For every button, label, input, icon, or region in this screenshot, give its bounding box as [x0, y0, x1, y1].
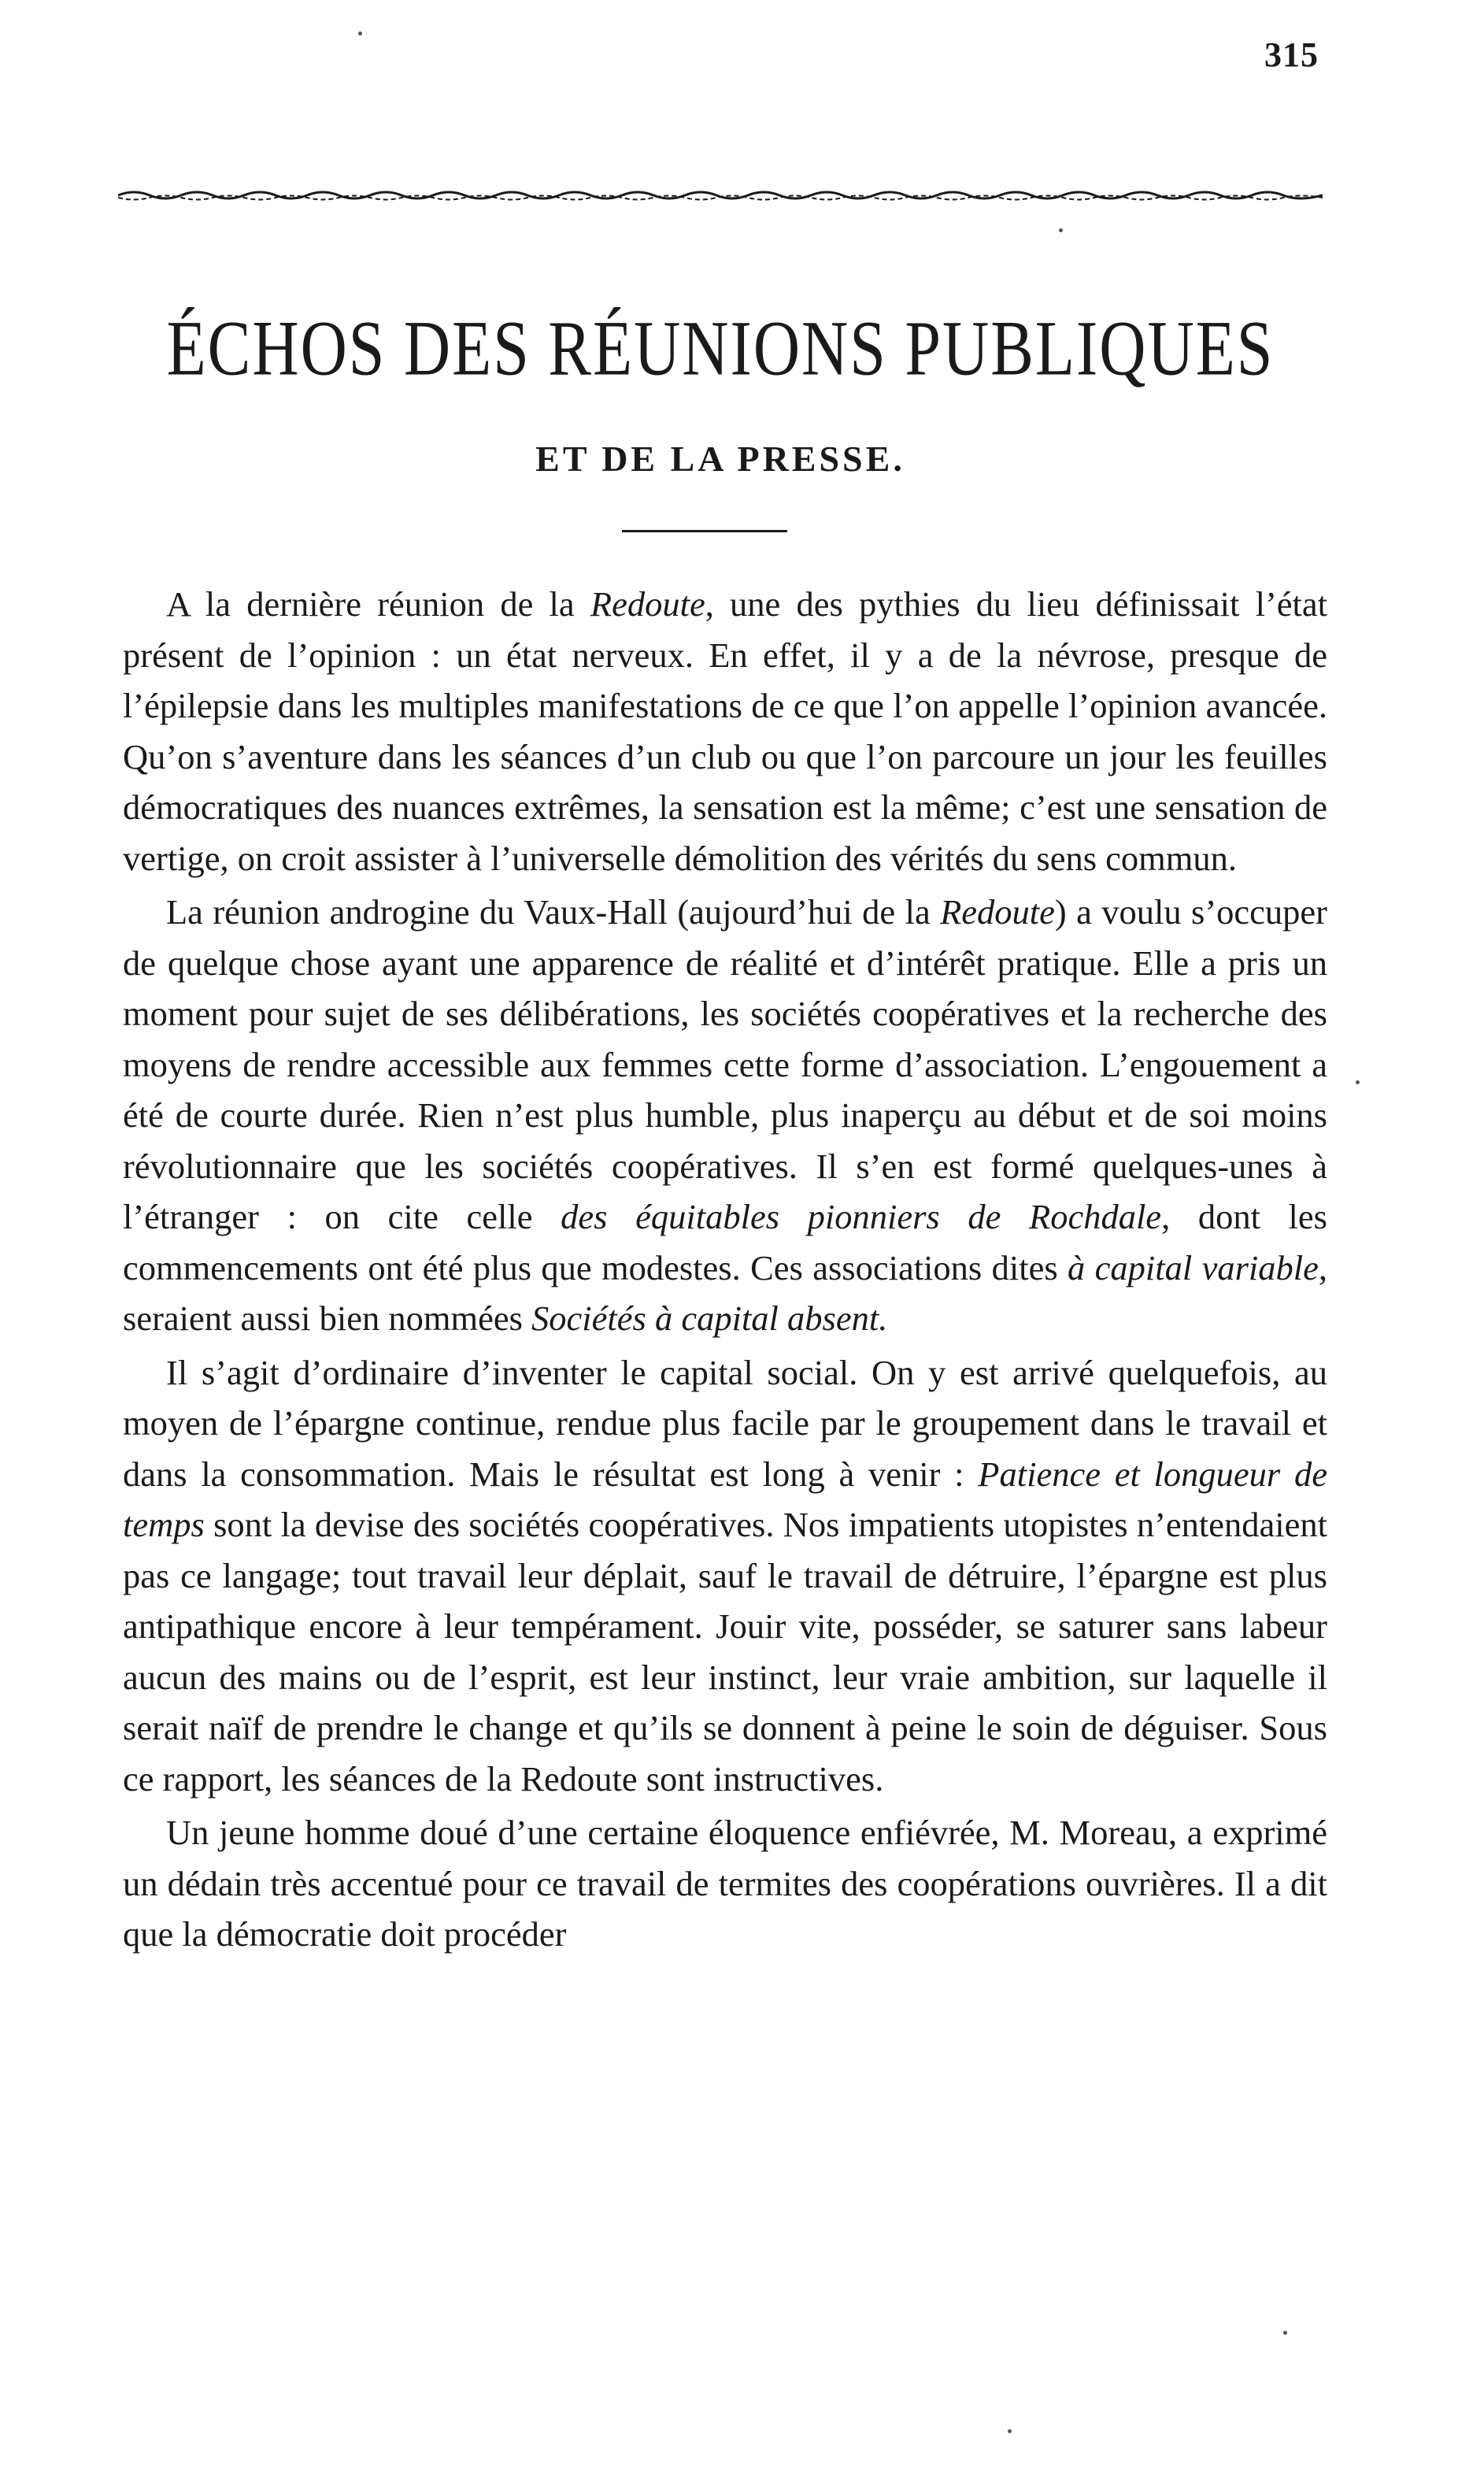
paragraph	[123, 887, 1327, 1344]
article-body	[123, 579, 1327, 1960]
text-run: , seraient aussi bien nommées	[123, 1247, 1327, 1338]
text-run: La réunion androgine du Vaux-Hall (aujourd’hui de la	[166, 892, 941, 932]
italic-text: Redoute	[590, 584, 705, 624]
title-divider	[622, 530, 787, 532]
print-speck	[1356, 1080, 1360, 1084]
italic-text: Redoute	[940, 892, 1055, 932]
print-speck	[1059, 228, 1063, 232]
text-run: Un jeune homme doué d’une certaine éloquence enfiévrée, M. Moreau, a exprimé un dédain très accentué pour ce travail de termites des coopérations ouvrières. Il a dit que la démocratie doit procéder	[123, 1813, 1327, 1954]
text-run: Il s’agit d’ordinaire d’inventer le capital social. On y est arrivé quelquefois, au moyen de l’épargne continue, rendue plus facile par le groupement dans le travail et dans la consommation. Mais le résultat est long à venir :	[123, 1352, 1327, 1494]
italic-text: Sociétés à capital absent.	[531, 1298, 888, 1338]
text-run: A la dernière réunion de la	[166, 584, 590, 624]
italic-text: à capital variable	[1068, 1247, 1319, 1287]
paragraph	[123, 1807, 1327, 1960]
decorative-rule-ornament	[118, 186, 1323, 203]
article-subtitle: ET DE LA PRESSE.	[535, 439, 905, 479]
italic-text: des équitables pionniers de Rochdale	[561, 1197, 1162, 1236]
text-run: sont la devise des sociétés coopératives. Nos impatients utopistes n’entendaient pas ce langage; tout travail leur déplait, sauf le travail de détruire, l’épargne est plus antipathique encore à leur tempérament. Jouir vite, posséder, se saturer sans labeur aucun des mains ou de l’esprit, est leur instinct, leur vraie ambition, sur laquelle il serait naïf de prendre le change et qu’ils se donnent à peine le soin de déguiser. Sous ce rapport, les séances de la Redoute sont instructives.	[123, 1505, 1327, 1799]
article-title: ÉCHOS DES RÉUNIONS PUBLIQUES	[166, 304, 1275, 392]
italic-text: Patience et longueur de temps	[123, 1454, 1327, 1544]
print-speck	[1008, 2429, 1012, 2433]
text-run: , une des pythies du lieu définissait l’état présent de l’opinion : un état nerveux. En effet, il y a de la névrose, presque de l’épilepsie dans les multiples manifestations de ce que l’on appelle l’opinion avancée. Qu’on s’aventure dans les séances d’un club ou que l’on parcoure un jour les feuilles démocratiques des nuances extrêmes, la sensation est la même; c’est une sensation de vertige, on croit assister à l’universelle démolition des vérités du sens commun.	[123, 584, 1327, 878]
text-run: , dont les commencements ont été plus que modestes. Ces associations dites	[123, 1197, 1327, 1287]
paragraph	[123, 579, 1327, 884]
page-number: 315	[1264, 35, 1319, 74]
text-run: ) a voulu s’occuper de quelque chose ayant une apparence de réalité et d’intérêt pratique. Elle a pris un moment pour sujet de ses délibérations, les sociétés coopératives et la recherche des moyens de rendre accessible aux femmes cette forme d’association. L’engouement a été de courte durée. Rien n’est plus humble, plus inaperçu au début et de soi moins révolutionnaire que les sociétés coopératives. Il s’en est formé quelques-unes à l’étranger : on cite celle	[123, 892, 1327, 1236]
print-speck	[1283, 2331, 1287, 2335]
print-speck	[358, 31, 362, 35]
paragraph	[123, 1347, 1327, 1805]
